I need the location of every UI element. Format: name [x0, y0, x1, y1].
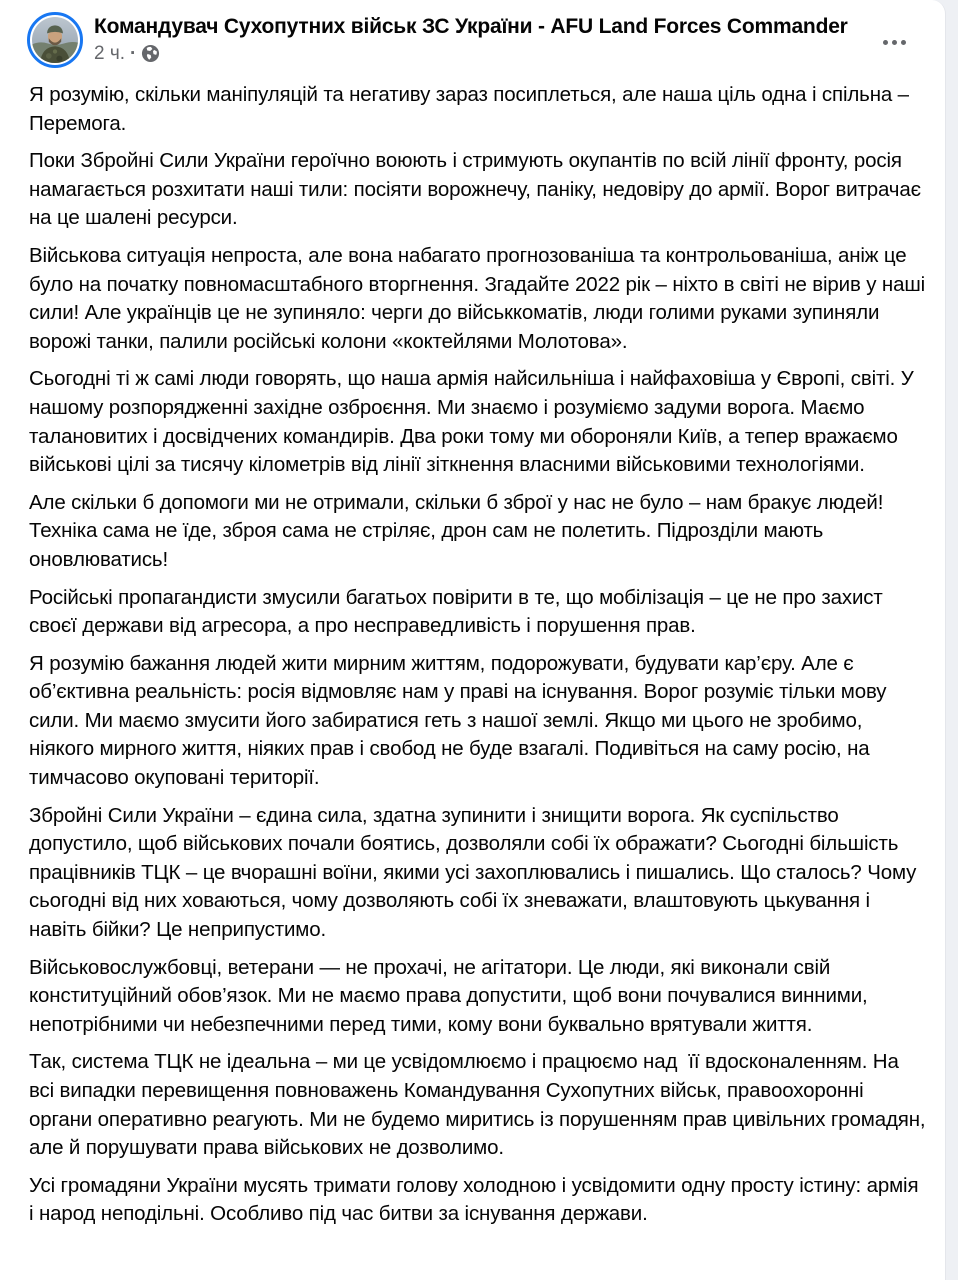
post-paragraph: Поки Збройні Сили України героїчно воюють і стримують окупантів по всій лінії фронту, росія намагається розхитати наші тили: посіяти ворожнечу, паніку, недовіру до армії. Ворог витрачає на це шалені ресурси. [29, 149, 927, 230]
post-meta [94, 44, 848, 63]
avatar-photo [32, 17, 78, 63]
post-paragraph: Збройні Сили України – єдина сила, здатна зупинити і знищити ворога. Як суспільство допустило, щоб військових почали боятись, дозволяли собі їх ображати? Сьогодні більшість працівників ТЦК – це вчорашні воїни, якими усі захоплювались і пишались. Що сталось? Чому сьогодні від них ховаються, чому дозволяють собі їх зневажати, влаштовують цькування і навіть бійки? Це неприпустимо. [29, 803, 922, 942]
post-paragraph: Я розумію, скільки маніпуляцій та негативу зараз посиплеться, але наша ціль одна і спільна – Перемога. [29, 83, 915, 135]
post-paragraph: Так, система ТЦК не ідеальна – ми це усвідомлюємо і працюємо над її вдосконаленням. На всі випадки перевищення повноважень Командування Сухопутних військ, правоохоронні органи оперативно реагують. Ми не будемо миритись із порушенням прав цивільних громадян, але й порушувати права військових не дозволимо. [29, 1050, 931, 1160]
ellipsis-icon [883, 40, 888, 45]
ellipsis-icon [901, 40, 906, 45]
header-text [94, 12, 848, 63]
timestamp[interactable]: 2 ч. [94, 43, 126, 65]
post-paragraph: Військова ситуація непроста, але вона набагато прогнозованіша та контрольованіша, аніж це було на початку повномасштабного вторгнення. Згадайте 2022 рік – ніхто в світі не вірив у наші сили! Але українців це не зупиняло: черги до військкоматів, люди голими руками зупиняли ворожі танки, палили російські колони «коктейлями Молотова». [29, 243, 931, 353]
post-paragraph: Сьогодні ті ж самі люди говорять, що наша армія найсильніша і найфаховіша у Європі, світі. У нашому розпорядженні західне озброєння. Ми знаємо і розуміємо задуми ворога. Маємо талановитих і досвідчених командирів. Два роки тому ми обороняли Київ, а тепер вражаємо військові цілі за тисячу кілометрів від лінії зіткнення власними військовими технологіями. [29, 367, 920, 477]
ellipsis-icon [892, 40, 897, 45]
avatar[interactable] [27, 12, 83, 68]
meta-separator: · [130, 43, 137, 65]
post-paragraph: Російські пропагандисти змусили багатьох повірити в те, що мобілізація – це не про захист своєї держави від агресора, а про несправедливість і порушення прав. [29, 585, 889, 638]
page-name-link[interactable]: Командувач Сухопутних військ ЗС України - AFU Land Forces Commander [94, 15, 848, 38]
post-header [0, 0, 945, 68]
globe-icon [141, 44, 160, 63]
post-text [0, 68, 945, 1243]
post-paragraph: Але скільки б допомоги ми не отримали, скільки б зброї у нас не було – нам бракує людей! Техніка сама не їде, зброя сама не стріляє, дрон сам не полетить. Підрозділи мають оновлюватись! [29, 490, 889, 571]
post-paragraph: Військовослужбовці, ветерани — не прохачі, не агітатори. Це люди, які виконали свій конституційний обов’язок. Ми не маємо права допустити, щоб вони почувалися винними, непотрібними чи небезпечними перед тими, кому вони буквально врятували життя. [29, 955, 874, 1036]
post-paragraph: Усі громадяни України мусять тримати голову холодною і усвідомити одну просту істину: армія і народ неподільні. Особливо під час битви за існування держави. [29, 1173, 924, 1226]
more-options-button[interactable] [877, 34, 912, 51]
post-paragraph: Я розумію бажання людей жити мирним життям, подорожувати, будувати кар’єру. Але є об’єктивна реальність: росія відмовляє нам у праві на існування. Ворог розуміє тільки мову сили. Ми маємо змусити його забиратися геть з нашої землі. Якщо ми цього не зробимо, ніякого мирного життя, ніяких прав і свобод не буде взагалі. Подивіться на саму росію, на тимчасово окуповані території. [29, 651, 892, 790]
